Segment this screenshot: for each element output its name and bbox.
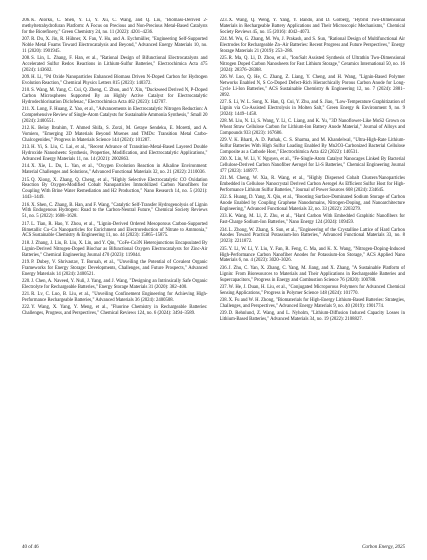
journal-citation: Carbon Energy, 2025 <box>361 545 405 550</box>
reference-entry <box>22 107 208 125</box>
reference-number: 215. <box>22 177 31 183</box>
reference-number: 233. <box>219 214 228 220</box>
reference-text: V. K. Bharti, A. D. Pathak, C. S. Sharma, and M. Khandelwal, "Ultra-High-Rate Lithium-Sulfur Batteries With High Sulfur Loading Enabled By Mn2O3-Carbonized Bacterial Cellulose Composite as a Cathode Host," Electrochimica Acta 422 (2022): 140531. <box>219 138 405 156</box>
reference-entry <box>220 56 406 74</box>
reference-text: S. Wang, M. Yang, C. Cui, Q. Zheng, C. Zhou, and Y. Xin, "Duckweed Derived N, P-Doped Carbon Microspheres Supported By an Highly Active Catalyst for Electrocatalytic Hydrodechlorination Diclofenac," Electrochimica Acta 462 (2023): 142707. <box>22 88 208 106</box>
reference-entry <box>220 266 406 284</box>
reference-entry <box>220 75 406 99</box>
reference-text: S. Huang, D. Yang, X. Qiu, et al., "Boosting Surface-Dominated Sodium Storage of Carbon Anode Enabled by Coupling Graphene Nanodomains, Nitrogen-Doping, and Nanoarchitecture Engineering," Advanced Functional Materials 32, no. 33 (2022): 2203279. <box>219 195 405 213</box>
reference-text: P. Dubey, V. Shrivastav, T. Boruah, et al., "Unveiling the Potential of Covalent Organic Frameworks for Energy Storage: Developments, Challenges, and Future Prospects," Advanced Energy Materials 14 (2024): 2400521. <box>22 259 208 277</box>
reference-number: 225. <box>219 56 228 62</box>
reference-entry <box>22 126 208 144</box>
reference-text: S. Lin, L. Zhang, F. Han, et al., "Rational Design of Bifunctional Electrocatalysts and Accelerated Sulfur Redox Reactions in Lithium-Sulfur Batteries," Electrochimica Acta 475 (2024): 143602. <box>22 56 208 73</box>
reference-text: X. Shen, C. Zhang, B. Han, and F. Wang, "Catalytic Self-Transfer Hydrogenolysis of Lignin With Endogenous Hydrogen: Road to the Carbon-Neutral Future," Chemical Society Reviews 51, no. 5 (2022): 1608–1628. <box>22 202 208 220</box>
reference-number: 221. <box>22 291 31 297</box>
reference-text: M. Wu, G. Zhang, M. Wu, J. Prakash, and S. Sun, "Rational Design of Multifunctional Air Electrodes for Rechargeable Zn–Air Batteries: Recent Progress and Future Perspectives," Energy Storage Materials 21 (2019): 253–286. <box>219 37 405 54</box>
reference-entry <box>220 100 406 118</box>
reference-text: X. Long, F. Huang, Z. Yao, et al., "Advancements in Electrocatalytic Nitrogen Reduction: A Comprehensive Review of Single-Atom Catalysts for Sustainable Ammonia Synthesis," Small 20 (2024): 2400551. <box>22 107 208 125</box>
reference-number: 209. <box>22 75 31 81</box>
reference-text: D. Rehnlund, Z. Wang, and L. Nyholm, "Lithium-Diffusion Induced Capacity Losses in Lithium-Based Batteries," Advanced Materials 34, no. 19 (2022): 2108827. <box>219 310 405 322</box>
reference-entry <box>22 145 208 163</box>
reference-text: Y. Li, W. Li, Y. Liu, Y. Fan, R. Feng, C. Ma, and K. X. Wang, "Nitrogen-Doping-Induced High-Performance Carbon Nanofiber Anodes for Potassium-Ion Storage," ACS Applied Nano Materials 6, no. 4 (2023): 3020–3026. <box>219 246 405 264</box>
reference-number: 222. <box>22 304 31 310</box>
reference-number: 234. <box>219 227 228 233</box>
reference-text: K. Wang, M. Li, Z. Zhu, et al., "Hard Carbon With Embedded Graphitic Nanofibers for Fast-Charge Sodium-Ion Batteries," Nano Energy 124 (2024): 109459. <box>219 214 405 226</box>
reference-number: 214. <box>22 164 31 170</box>
reference-number: 223. <box>219 18 228 23</box>
reference-number: 220. <box>22 278 31 284</box>
reference-number: 226. <box>219 75 228 81</box>
reference-text: L. Tian, R. Hao, Y. Zhou, et al., "Lignin-Derived Ordered Mesoporous Carbon-Supported Bimetallic Cu–Co Nanoparticles for Enrichment and Electroreduction of Nitrate to Ammonia," ACS Sustainable Chemistry & Engineering 11, no. 44 (2023): 15865–15875. <box>22 221 208 239</box>
reference-number: 238. <box>219 297 228 303</box>
reference-entry <box>220 311 406 323</box>
reference-entry <box>22 241 208 259</box>
reference-entry <box>220 247 406 265</box>
reference-text: R. Ma, Q. Li, D. Zhou, et al., "Ion/Salt Assisted Synthesis of Ultrathin Two-Dimensional Nitrogen Doped Carbon Nanosheets for Fast Lithium Storage," Ceramics International 50, no. 16 (2024): 28376–28388. <box>219 56 405 73</box>
reference-entry <box>220 157 406 175</box>
reference-number: 235. <box>219 246 228 252</box>
reference-number: 212. <box>22 126 31 132</box>
reference-column-left <box>22 18 208 538</box>
reference-text: Y. Wang, X. Yang, Y. Meng, et al., "Fluorine Chemistry in Rechargeable Batteries: Challenges, Progress, and Perspectives," Chemical Reviews 124, no. 6 (2024): 3494–3589. <box>22 304 208 316</box>
reference-number: 216. <box>22 202 31 208</box>
reference-entry <box>22 88 208 106</box>
reference-text: K. Belay Ibrahim, T. Ahmed Shifa, S. Zorzi, M. Getaye Sendeku, E. Moretti, and A. Vomiero, "Emerging 2D Materials Beyond Mxenes and TMDs: Transition Metal Carbo-Chalcogenides," Progress in Materials Science 144 (2024): 101287. <box>22 126 208 144</box>
reference-entry <box>22 203 208 221</box>
reference-column-right <box>220 18 406 538</box>
reference-text: J. Zhu, C. Yan, X. Zhang, C. Yang, M. Jiang, and X. Zhang, "A Sustainable Platform of Lignin: From Bioresources to Materials and Their Applications in Rechargeable Batteries and Supercapacitors," Progress in Energy and Combustion Science 76 (2020): 100788. <box>219 265 405 283</box>
reference-entry <box>220 298 406 310</box>
reference-number: 227. <box>219 100 228 106</box>
reference-entry <box>220 18 406 36</box>
reference-text: H. Yi, S. Liu, C. Lai, et al., "Recent Advance of Transition-Metal-Based Layered Double Hydroxide Nanosheets: Synthesis, Properties, Modification, and Electrocatalytic Applications," Advanced Energy Materials 11, no. 14 (2021): 2002863. <box>22 145 208 163</box>
reference-number: 237. <box>219 284 228 290</box>
reference-text: S. Li, W. L. Song, X. Han, Q. Cui, Y. Zhu, and S. Jiao, "Low-Temperature Graphitization of Lignin via Cu-Assisted Electrolysis in Molten Salt," Green Energy & Environment 9, no. 9 (2024): 1449–1458. <box>219 100 405 118</box>
reference-number: 224. <box>219 37 228 43</box>
reference-number: 211. <box>22 107 31 113</box>
reference-number: 213. <box>22 145 31 151</box>
reference-number: 231. <box>219 176 228 182</box>
reference-text: M. Liu, N. Li, S. Wang, Y. Li, C. Liang, and K. Yu, "3D Nanoflower-Like MoS2 Grown on Wheat Straw Cellulose Carbon for Lithium-Ion Battery Anode Material," Journal of Alloys and Compounds 933 (2023): 167686. <box>219 119 405 137</box>
reference-entry <box>22 56 208 74</box>
reference-columns <box>22 18 405 538</box>
reference-entry <box>220 119 406 137</box>
page-number: 40 of 46 <box>22 545 39 550</box>
reference-number: 236. <box>219 265 228 271</box>
reference-number: 218. <box>22 240 31 246</box>
reference-entry <box>22 164 208 176</box>
reference-entry <box>22 18 208 36</box>
reference-entry <box>22 279 208 291</box>
reference-number: 210. <box>22 88 31 94</box>
reference-entry <box>220 138 406 156</box>
reference-text: X. Lin, W. Li, V. Nguyen, et al., "Fe-Single-Atom Catalyst Nanocages Linked By Bacterial Cellulose-Derived Carbon Nanofiber Aerogel for Li-S Batteries," Chemical Engineering Journal 477 (2023): 146977. <box>219 157 405 175</box>
page-footer <box>22 544 405 552</box>
reference-text: L. Zhong, W. Zhang, S. Sun, et al., "Engineering of the Crystalline Lattice of Hard Carbon Anodes Toward Practical Potassium-Ion Batteries," Advanced Functional Materials 33, no. 8 (2023): 2211872. <box>219 227 405 245</box>
reference-entry <box>22 260 208 278</box>
reference-entry <box>220 285 406 297</box>
reference-text: W. He, J. Duan, H. Liu, et al., "Conjugated Microporous Polymers for Advanced Chemical Sensing Applications," Progress in Polymer Science 148 (2024): 101770. <box>219 284 405 296</box>
reference-entry <box>22 305 208 317</box>
reference-number: 207. <box>22 37 31 43</box>
reference-entry <box>220 195 406 213</box>
reference-number: 208. <box>22 56 31 62</box>
reference-entry <box>22 222 208 240</box>
reference-text: M. Cheng, W. Xia, R. Wang, et al., "Highly Dispersed Cobalt Clusters/Nanoparticles Embedded in Cellulose Nanocrystal Derived Carbon Aerogel As Efficient Sulfur Host for High-Performance Lithium Sulfur Batteries," Journal of Power Sources 608 (2024): 234645. <box>219 176 405 194</box>
reference-entry <box>220 176 406 194</box>
reference-number: 219. <box>22 259 31 265</box>
reference-entry <box>220 228 406 246</box>
reference-entry <box>22 75 208 87</box>
reference-text: J. Chen, A. Naveed, Y. Nuli, J. Yang, and J. Wang, "Designing an Intrinsically Safe Organic Electrolyte for Rechargeable Batteries," Energy Storage Materials 31 (2020): 382–400. <box>22 278 208 290</box>
reference-text: W. Luo, Q. He, C. Zhang, Z. Liang, Y. Cheng, and H. Wang, "Lignin-Based Polymer Networks Enabled N, S Co-Doped Defect-Rich Hierarchically Porous Carbon Anode for Long-Cycle Li-Ion Batteries," ACS Sustainable Chemistry & Engineering 12, no. 7 (2024): 2881–2892. <box>219 75 405 98</box>
reference-text: K. Alorku, C. Shen, Y. Li, Y. Xu, C. Wang, and Q. Liu, "Biomass-Derived 2-methyltetrahydrofuran Platform: A Focus on Precious and Non-Precious Metal-Based Catalysts for the Biorefinery," Green Chemistry 24, no. 11 (2022): 4201–4236. <box>22 18 208 35</box>
reference-entry <box>22 292 208 304</box>
reference-entry <box>220 214 406 226</box>
reference-number: 228. <box>219 119 228 125</box>
reference-entry <box>22 178 208 202</box>
reference-number: 206. <box>22 18 31 23</box>
reference-text: X. Fu and W. H. Zhong, "Biomaterials for High-Energy Lithium-Based Batteries: Strategies, Challenges, and Perspectives," Advanced Energy Materials 9, no. 40 (2019): 1901774. <box>219 297 405 309</box>
reference-number: 239. <box>219 310 228 316</box>
reference-number: 229. <box>219 138 228 144</box>
reference-text: R. Du, X. Jin, R. Hübner, X. Fan, Y. Hu, and A. Eychmüller, "Engineering Self-Supported Noble Metal Foams Toward Electrocatalysis and Beyond," Advanced Energy Materials 10, no. 11 (2020): 1901945. <box>22 37 208 54</box>
reference-text: Q. Xiong, X. Zhang, Q. Cheng, et al., "Highly Selective Electrocatalytic CO Oxidation Reaction By Oxygen-Modified Cobalt Nanoparticles Immobilized Carbon Nanofibers for Coupling With Brine Water Remediation and H2 Production," Nano Research 14, no. 5 (2021): 1443–1449. <box>22 177 208 201</box>
reference-text: H. Li, "Pd Oxide Nanoparticles Enhanced Biomass Driven N-Doped Carbon for Hydrogen Evolution Reaction," Chemical Physics Letters 815 (2023): 140372. <box>22 75 208 87</box>
reference-number: 232. <box>219 195 228 201</box>
reference-entry <box>220 37 406 55</box>
reference-text: X. Xie, L. Du, L. Yan, et al., "Oxygen Evolution Reaction in Alkaline Environment: Material Challenges and Solutions," Advanced Functional Materials 32, no. 21 (2022): 2110036. <box>22 164 208 176</box>
reference-number: 217. <box>22 221 31 227</box>
reference-entry <box>22 37 208 55</box>
reference-text: R. Lv, C. Luo, B. Liu, et al., "Unveiling Confinement Engineering for Achieving High-Performance Rechargeable Batteries," Advanced Materials 36 (2024): 2400508. <box>22 291 208 303</box>
reference-text: J. Zhang, J. Liu, B. Liu, X. Lin, and Y. Qin, "CoFe-Co3N Heterojunctions Encapsulated By Lignin-Derived Nitrogen-Doped Biochar as Bifunctional Oxygen Electrocatalysts for Zinc-Air Batteries," Chemical Engineering Journal 470 (2023): 119044. <box>22 240 208 258</box>
reference-text: X. Wang, Q. Weng, Y. Yang, Y. Bando, and D. Golberg, "Hybrid Two-Dimensional Materials in Rechargeable Battery Applications and Their Microscopic Mechanisms," Chemical Society Reviews 45, no. 15 (2016): 4042–4073. <box>219 18 405 35</box>
reference-number: 230. <box>219 157 228 163</box>
